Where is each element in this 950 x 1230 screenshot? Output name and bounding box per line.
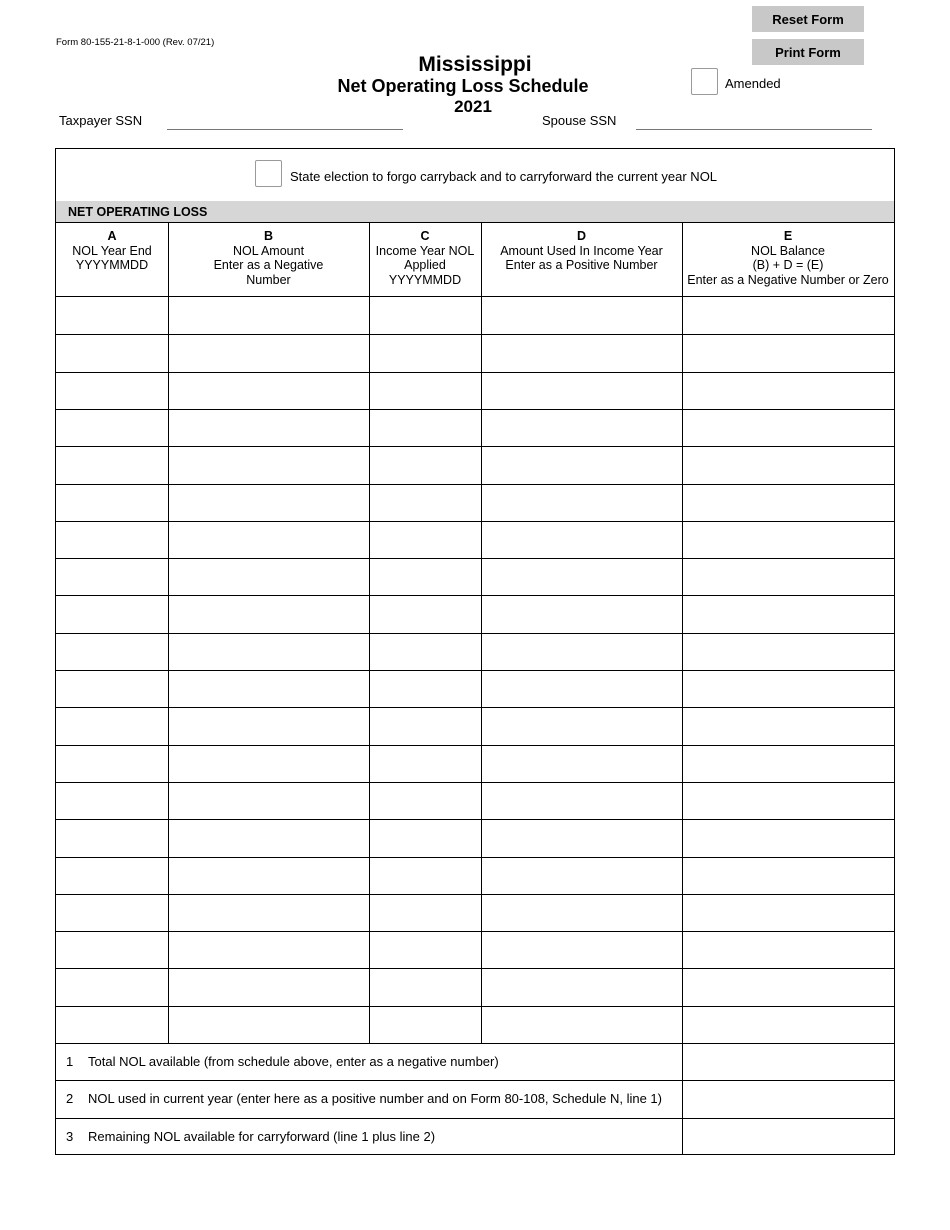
column-letter: C bbox=[420, 229, 430, 243]
election-label: State election to forgo carryback and to carryforward the current year NOL bbox=[290, 169, 718, 184]
nol-cell-d[interactable] bbox=[481, 521, 682, 558]
column-header-c bbox=[369, 223, 481, 297]
nol-cell-b[interactable] bbox=[168, 968, 369, 1005]
nol-cell-e[interactable] bbox=[682, 894, 894, 931]
nol-cell-d[interactable] bbox=[481, 372, 682, 409]
nol-cell-a[interactable] bbox=[56, 745, 168, 782]
nol-cell-c[interactable] bbox=[369, 968, 481, 1005]
nol-cell-c[interactable] bbox=[369, 670, 481, 707]
nol-cell-a[interactable] bbox=[56, 633, 168, 670]
nol-cell-c[interactable] bbox=[369, 894, 481, 931]
column-description: Amount Used In Income Year bbox=[500, 243, 663, 258]
nol-cell-a[interactable] bbox=[56, 372, 168, 409]
nol-cell-d[interactable] bbox=[481, 894, 682, 931]
nol-cell-a[interactable] bbox=[56, 894, 168, 931]
nol-cell-d[interactable] bbox=[481, 595, 682, 632]
nol-cell-c[interactable] bbox=[369, 297, 481, 334]
summary-input-line-2[interactable] bbox=[682, 1080, 894, 1117]
print-form-button[interactable]: Print Form bbox=[752, 39, 864, 65]
nol-cell-b[interactable] bbox=[168, 745, 369, 782]
nol-cell-e[interactable] bbox=[682, 1006, 894, 1043]
nol-cell-c[interactable] bbox=[369, 446, 481, 483]
nol-cell-c[interactable] bbox=[369, 484, 481, 521]
nol-cell-b[interactable] bbox=[168, 484, 369, 521]
nol-cell-b[interactable] bbox=[168, 595, 369, 632]
nol-cell-d[interactable] bbox=[481, 1006, 682, 1043]
nol-cell-a[interactable] bbox=[56, 595, 168, 632]
nol-cell-e[interactable] bbox=[682, 707, 894, 744]
nol-cell-c[interactable] bbox=[369, 409, 481, 446]
nol-cell-e[interactable] bbox=[682, 409, 894, 446]
nol-cell-b[interactable] bbox=[168, 521, 369, 558]
nol-cell-c[interactable] bbox=[369, 819, 481, 856]
nol-cell-a[interactable] bbox=[56, 409, 168, 446]
nol-cell-d[interactable] bbox=[481, 782, 682, 819]
nol-cell-c[interactable] bbox=[369, 931, 481, 968]
nol-cell-e[interactable] bbox=[682, 595, 894, 632]
nol-cell-a[interactable] bbox=[56, 968, 168, 1005]
summary-line-2 bbox=[56, 1091, 662, 1106]
nol-cell-a[interactable] bbox=[56, 334, 168, 371]
nol-cell-d[interactable] bbox=[481, 670, 682, 707]
nol-cell-b[interactable] bbox=[168, 409, 369, 446]
schedule-title: Net Operating Loss Schedule bbox=[337, 76, 589, 96]
column-description: Applied bbox=[404, 258, 446, 272]
column-description: Enter as a Negative Number or Zero bbox=[687, 272, 889, 287]
nol-cell-e[interactable] bbox=[682, 633, 894, 670]
nol-cell-b[interactable] bbox=[168, 334, 369, 371]
nol-cell-e[interactable] bbox=[682, 372, 894, 409]
nol-cell-c[interactable] bbox=[369, 745, 481, 782]
nol-cell-d[interactable] bbox=[481, 968, 682, 1005]
nol-cell-c[interactable] bbox=[369, 558, 481, 595]
nol-cell-b[interactable] bbox=[168, 857, 369, 894]
nol-cell-b[interactable] bbox=[168, 633, 369, 670]
nol-cell-b[interactable] bbox=[168, 819, 369, 856]
nol-cell-b[interactable] bbox=[168, 1006, 369, 1043]
column-header-b bbox=[168, 223, 369, 297]
form-number: Form 80-155-21-8-1-000 (Rev. 07/21) bbox=[56, 37, 215, 48]
taxpayer-ssn-input[interactable] bbox=[167, 129, 403, 130]
nol-cell-c[interactable] bbox=[369, 521, 481, 558]
election-row bbox=[56, 149, 894, 202]
nol-cell-d[interactable] bbox=[481, 297, 682, 334]
line-number: 2 bbox=[66, 1091, 74, 1107]
summary-input-line-3[interactable] bbox=[682, 1118, 894, 1155]
column-header-e bbox=[682, 223, 894, 297]
nol-cell-b[interactable] bbox=[168, 931, 369, 968]
column-letter: A bbox=[107, 229, 117, 243]
nol-cell-e[interactable] bbox=[682, 782, 894, 819]
taxpayer-ssn-label: Taxpayer SSN bbox=[59, 113, 143, 128]
column-description: Income Year NOL bbox=[375, 243, 475, 258]
nol-cell-a[interactable] bbox=[56, 707, 168, 744]
nol-cell-a[interactable] bbox=[56, 670, 168, 707]
nol-cell-b[interactable] bbox=[168, 558, 369, 595]
column-description: (B) + D = (E) bbox=[752, 258, 824, 272]
line-text: Remaining NOL available for carryforward (line 1 plus line 2) bbox=[88, 1128, 436, 1144]
column-description: NOL Amount bbox=[232, 243, 305, 258]
nol-cell-c[interactable] bbox=[369, 633, 481, 670]
nol-cell-c[interactable] bbox=[369, 595, 481, 632]
nol-cell-d[interactable] bbox=[481, 707, 682, 744]
nol-cell-d[interactable] bbox=[481, 558, 682, 595]
nol-cell-e[interactable] bbox=[682, 819, 894, 856]
line-number: 3 bbox=[66, 1128, 74, 1144]
nol-cell-e[interactable] bbox=[682, 446, 894, 483]
column-description: YYYYMMDD bbox=[388, 272, 462, 287]
nol-cell-a[interactable] bbox=[56, 521, 168, 558]
nol-cell-a[interactable] bbox=[56, 297, 168, 334]
nol-cell-b[interactable] bbox=[168, 707, 369, 744]
nol-cell-e[interactable] bbox=[682, 521, 894, 558]
line-text: NOL used in current year (enter here as a positive number and on Form 80-108, Schedule N, line 1) bbox=[88, 1091, 662, 1107]
nol-cell-e[interactable] bbox=[682, 558, 894, 595]
amended-label: Amended bbox=[725, 76, 781, 91]
state-title: Mississippi bbox=[418, 53, 532, 76]
nol-cell-d[interactable] bbox=[481, 819, 682, 856]
nol-cell-a[interactable] bbox=[56, 819, 168, 856]
nol-cell-d[interactable] bbox=[481, 446, 682, 483]
section-header bbox=[56, 201, 894, 223]
nol-cell-c[interactable] bbox=[369, 1006, 481, 1043]
column-letter: E bbox=[783, 229, 793, 243]
column-letter: D bbox=[576, 229, 587, 243]
election-checkbox[interactable] bbox=[255, 160, 282, 187]
nol-cell-b[interactable] bbox=[168, 297, 369, 334]
nol-cell-c[interactable] bbox=[369, 372, 481, 409]
summary-line-1 bbox=[56, 1054, 499, 1069]
nol-cell-e[interactable] bbox=[682, 297, 894, 334]
column-description: Number bbox=[246, 272, 291, 287]
column-letter: B bbox=[263, 229, 274, 243]
nol-cell-e[interactable] bbox=[682, 857, 894, 894]
nol-schedule-table bbox=[55, 148, 895, 1155]
amended-checkbox[interactable] bbox=[691, 68, 718, 95]
nol-cell-b[interactable] bbox=[168, 782, 369, 819]
line-text: Total NOL available (from schedule above, enter as a negative number) bbox=[88, 1054, 499, 1069]
nol-cell-e[interactable] bbox=[682, 968, 894, 1005]
summary-line-3 bbox=[56, 1129, 435, 1144]
nol-cell-a[interactable] bbox=[56, 484, 168, 521]
nol-cell-a[interactable] bbox=[56, 1006, 168, 1043]
spouse-ssn-label: Spouse SSN bbox=[542, 113, 617, 128]
nol-cell-a[interactable] bbox=[56, 446, 168, 483]
nol-cell-e[interactable] bbox=[682, 484, 894, 521]
nol-cell-b[interactable] bbox=[168, 894, 369, 931]
nol-cell-d[interactable] bbox=[481, 857, 682, 894]
line-number: 1 bbox=[66, 1054, 74, 1069]
nol-cell-d[interactable] bbox=[481, 745, 682, 782]
nol-cell-a[interactable] bbox=[56, 558, 168, 595]
section-title: NET OPERATING LOSS bbox=[68, 205, 208, 219]
nol-cell-a[interactable] bbox=[56, 857, 168, 894]
summary-input-line-1[interactable] bbox=[682, 1043, 894, 1080]
tax-year: 2021 bbox=[454, 97, 492, 116]
nol-cell-c[interactable] bbox=[369, 334, 481, 371]
nol-cell-e[interactable] bbox=[682, 931, 894, 968]
column-description: Enter as a Negative bbox=[213, 258, 324, 272]
column-description: Enter as a Positive Number bbox=[505, 258, 658, 272]
column-header-a bbox=[56, 223, 168, 297]
nol-cell-c[interactable] bbox=[369, 707, 481, 744]
column-description: NOL Year End bbox=[72, 243, 152, 258]
nol-cell-d[interactable] bbox=[481, 931, 682, 968]
reset-form-button[interactable]: Reset Form bbox=[752, 6, 864, 32]
nol-cell-c[interactable] bbox=[369, 857, 481, 894]
column-header-d bbox=[481, 223, 682, 297]
nol-cell-d[interactable] bbox=[481, 409, 682, 446]
nol-cell-e[interactable] bbox=[682, 745, 894, 782]
nol-cell-d[interactable] bbox=[481, 633, 682, 670]
column-description: NOL Balance bbox=[751, 243, 825, 258]
nol-cell-b[interactable] bbox=[168, 446, 369, 483]
nol-cell-b[interactable] bbox=[168, 372, 369, 409]
spouse-ssn-input[interactable] bbox=[636, 129, 872, 130]
nol-cell-d[interactable] bbox=[481, 484, 682, 521]
nol-cell-a[interactable] bbox=[56, 931, 168, 968]
column-description: YYYYMMDD bbox=[75, 258, 149, 272]
nol-cell-d[interactable] bbox=[481, 334, 682, 371]
nol-cell-b[interactable] bbox=[168, 670, 369, 707]
nol-cell-e[interactable] bbox=[682, 670, 894, 707]
nol-cell-a[interactable] bbox=[56, 782, 168, 819]
nol-cell-e[interactable] bbox=[682, 334, 894, 371]
nol-cell-c[interactable] bbox=[369, 782, 481, 819]
